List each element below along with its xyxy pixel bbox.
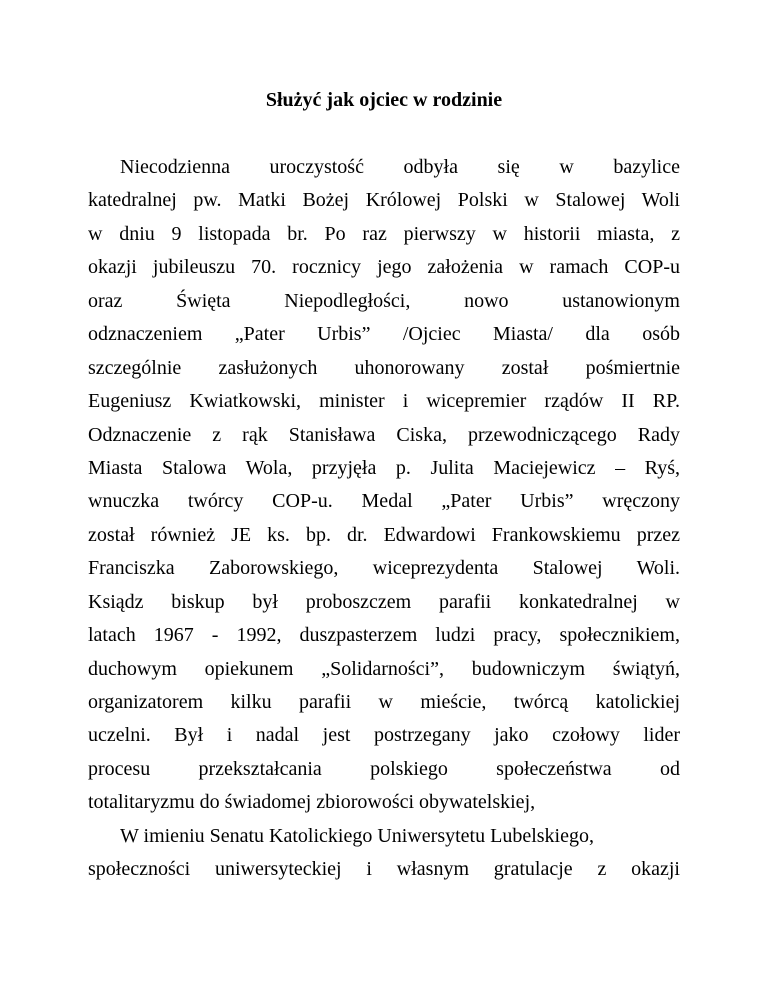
text-line: oraz Święta Niepodległości, nowo ustanowionym — [88, 289, 680, 312]
text-line: Eugeniusz Kwiatkowski, minister i wicepremier rządów II RP. — [88, 390, 680, 413]
text-line: organizatorem kilku parafii w mieście, twórcą katolickiej — [88, 691, 680, 713]
text-line: katedralnej pw. Matki Bożej Królowej Polski w Stalowej Woli — [88, 189, 680, 212]
text-line: w dniu 9 listopada br. Po raz pierwszy w historii miasta, z — [88, 222, 680, 245]
text-line: społeczności uniwersyteckiej i własnym gratulacje z okazji — [88, 858, 680, 881]
text-line: procesu przekształcania polskiego społeczeństwa od — [88, 757, 680, 780]
text-line: okazji jubileuszu 70. rocznicy jego założenia w ramach COP-u — [88, 256, 680, 279]
text-line: Franciszka Zaborowskiego, wiceprezydenta Stalowej Woli. — [88, 557, 680, 580]
text-line: latach 1967 - 1992, duszpasterzem ludzi pracy, społecznikiem, — [88, 624, 680, 647]
text-line: uczelni. Był i nadal jest postrzegany jako czołowy lider — [88, 724, 680, 747]
text-line: szczególnie zasłużonych uhonorowany został pośmiertnie — [88, 356, 680, 379]
text-line: Odznaczenie z rąk Stanisława Ciska, przewodniczącego Rady — [88, 423, 680, 446]
text-line: duchowym opiekunem „Solidarności”, budowniczym świątyń, — [88, 657, 680, 680]
text-line: Ksiądz biskup był proboszczem parafii konkatedralnej w — [88, 590, 680, 613]
text-line: wnuczka twórcy COP-u. Medal „Pater Urbis” wręczony — [88, 490, 680, 513]
document-title: Służyć jak ojciec w rodzinie — [265, 89, 503, 111]
document-body — [88, 155, 680, 891]
text-line: odznaczeniem „Pater Urbis” /Ojciec Miasta/ dla osób — [88, 323, 680, 346]
text-line: został również JE ks. bp. dr. Edwardowi Frankowskiemu przez — [88, 523, 680, 546]
text-line: Miasta Stalowa Wola, przyjęła p. Julita Maciejewicz – Ryś, — [88, 456, 680, 479]
text-line: totalitaryzmu do świadomej zbiorowości obywatelskiej, — [88, 791, 536, 814]
text-line: Niecodzienna uroczystość odbyła się w bazylice — [120, 156, 680, 178]
text-line: W imieniu Senatu Katolickiego Uniwersytetu Lubelskiego, — [120, 824, 594, 847]
